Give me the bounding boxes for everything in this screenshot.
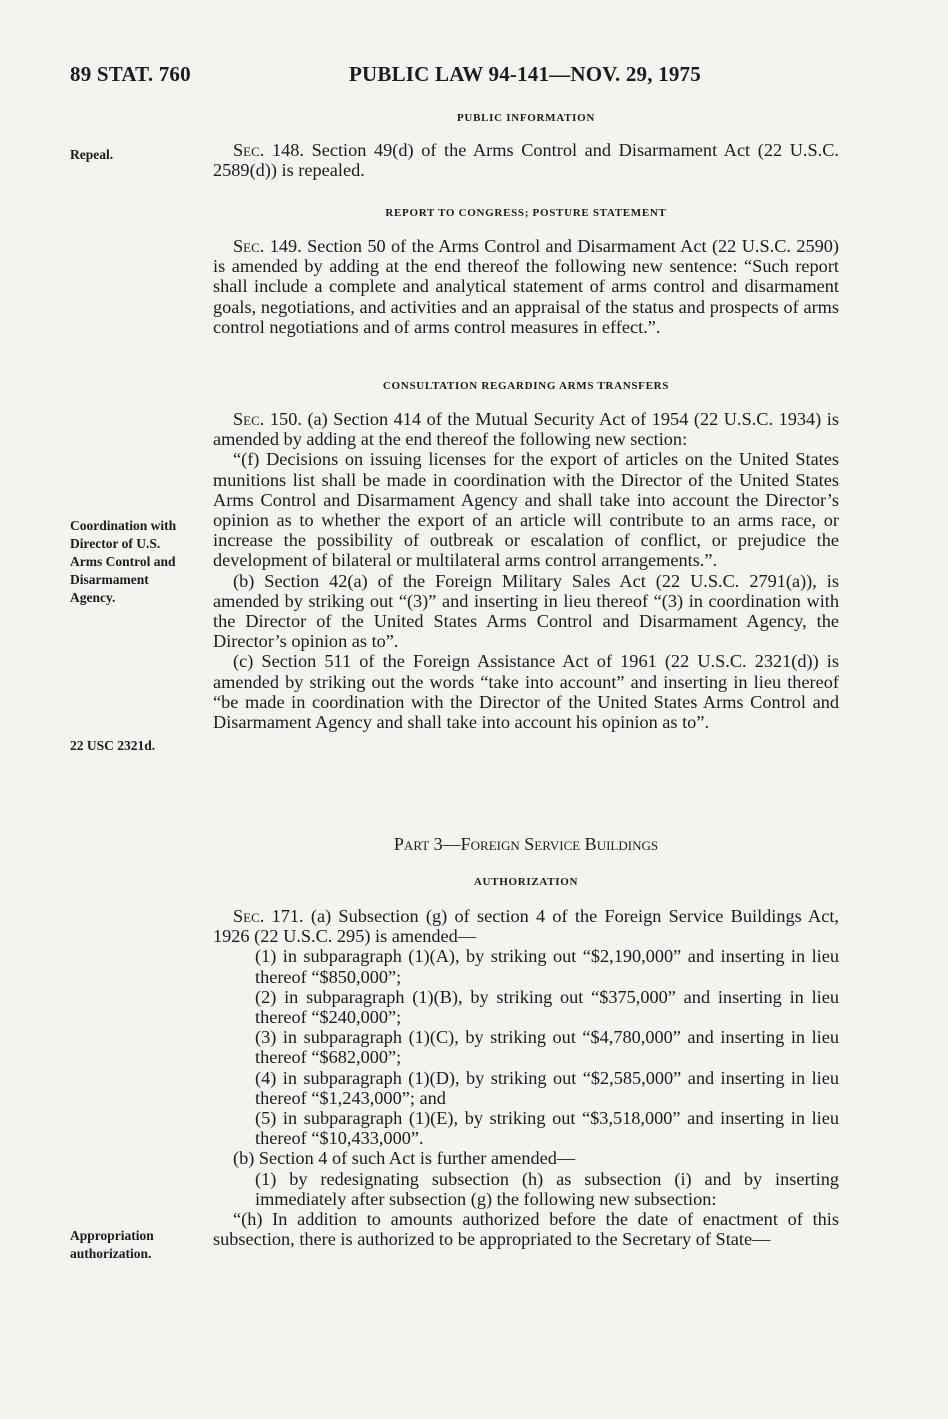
section-150 bbox=[213, 409, 839, 732]
sec148-text: 148. Section 49(d) of the Arms Control and Disarmament Act (22 U.S.C. 2589(d)) is repealed. bbox=[213, 140, 839, 181]
margin-note-appropriation: Appropriation authorization. bbox=[70, 1228, 154, 1261]
sec171-text: 171. (a) Subsection (g) of section 4 of the Foreign Service Buildings Act, 1926 (22 U.S.C. 295) is amended— bbox=[213, 906, 839, 947]
sec-label: Sec. bbox=[233, 906, 265, 926]
sec150-text: 150. (a) Section 414 of the Mutual Security Act of 1954 (22 U.S.C. 1934) is amended by adding at the end thereof the following new section: bbox=[213, 409, 839, 450]
section-148 bbox=[213, 140, 839, 180]
sec-label: Sec. bbox=[233, 409, 265, 429]
section-171 bbox=[213, 906, 839, 1249]
sec149-text: 149. Section 50 of the Arms Control and Disarmament Act (22 U.S.C. 2590) is amended by adding at the end thereof the following new sentence: “Such report shall include a complete and analytical statement of arms control and disarmament goals, negotiations, and activities and an appraisal of the status and prospects of arms control negotiations and of arms control measures in effect.”. bbox=[213, 236, 839, 337]
margin-note-repeal: Repeal. bbox=[70, 147, 114, 162]
list-item: (2) in subparagraph (1)(B), by striking out “$375,000” and inserting in lieu thereof “$240,000”; bbox=[255, 986, 839, 1028]
para-f: “(f) Decisions on issuing licenses for the export of articles on the United States munitions list shall be made in coordination with the Director of the United States Arms Control and Disarmament Agency and shall take into account the Director’s opinion as to whether the export of an article will contribute to an arms race, or increase the possibility of outbreak or escalation of conflict, or prejudice the development of bilateral or multilateral arms control arrangements.”. bbox=[213, 449, 839, 571]
part-3-heading bbox=[213, 834, 839, 855]
sec-label: Sec. bbox=[233, 236, 265, 256]
margin-note-coordination: Coordination with Director of U.S. Arms Control and Disarmament Agency. bbox=[70, 518, 177, 605]
heading-public-information: PUBLIC INFORMATION bbox=[457, 112, 595, 124]
list-item: (5) in subparagraph (1)(E), by striking out “$3,518,000” and inserting in lieu thereof “$10,433,000”. bbox=[255, 1108, 839, 1149]
heading-authorization: AUTHORIZATION bbox=[473, 876, 579, 888]
section-149 bbox=[213, 236, 839, 337]
heading-report: REPORT TO CONGRESS; POSTURE STATEMENT bbox=[385, 207, 667, 219]
para-c: (c) Section 511 of the Foreign Assistance Act of 1961 (22 U.S.C. 2321(d)) is amended by striking out the words “take into account” and inserting in lieu thereof “be made in coordination with the Director of the United States Arms Control and Disarmament Agency and shall take into account his opinion as to”. bbox=[213, 651, 839, 733]
para-b1-171: (1) by redesignating subsection (h) as subsection (i) and by inserting immediately after subsection (g) the following new subsection: bbox=[255, 1168, 839, 1209]
page-title: PUBLIC LAW 94-141—NOV. 29, 1975 bbox=[349, 62, 701, 86]
list-item: (3) in subparagraph (1)(C), by striking out “$4,780,000” and inserting in lieu thereof “$682,000”; bbox=[255, 1027, 839, 1068]
sec-label: Sec. bbox=[233, 140, 265, 160]
list-item: (4) in subparagraph (1)(D), by striking out “$2,585,000” and inserting in lieu thereof “$1,243,000”; and bbox=[255, 1067, 839, 1108]
para-b-171: (b) Section 4 of such Act is further amended— bbox=[233, 1148, 576, 1169]
para-b: (b) Section 42(a) of the Foreign Military Sales Act (22 U.S.C. 2791(a)), is amended by striking out “(3)” and inserting in lieu thereof “(3) in coordination with the Director of the United States Arms Control and Disarmament Agency, the Director’s opinion as to”. bbox=[213, 570, 839, 652]
para-h: “(h) In addition to amounts authorized before the date of enactment of this subsection, there is authorized to be appropriated to the Secretary of State— bbox=[213, 1209, 839, 1250]
stat-reference: 89 STAT. 760 bbox=[70, 62, 191, 86]
list-item: (1) in subparagraph (1)(A), by striking out “$2,190,000” and inserting in lieu thereof “$850,000”; bbox=[255, 946, 839, 987]
part-title: Foreign Service Buildings bbox=[460, 834, 659, 854]
part-label: Part 3— bbox=[393, 834, 461, 854]
heading-consultation: CONSULTATION REGARDING ARMS TRANSFERS bbox=[382, 380, 670, 392]
margin-note-usc: 22 USC 2321d. bbox=[70, 738, 156, 753]
